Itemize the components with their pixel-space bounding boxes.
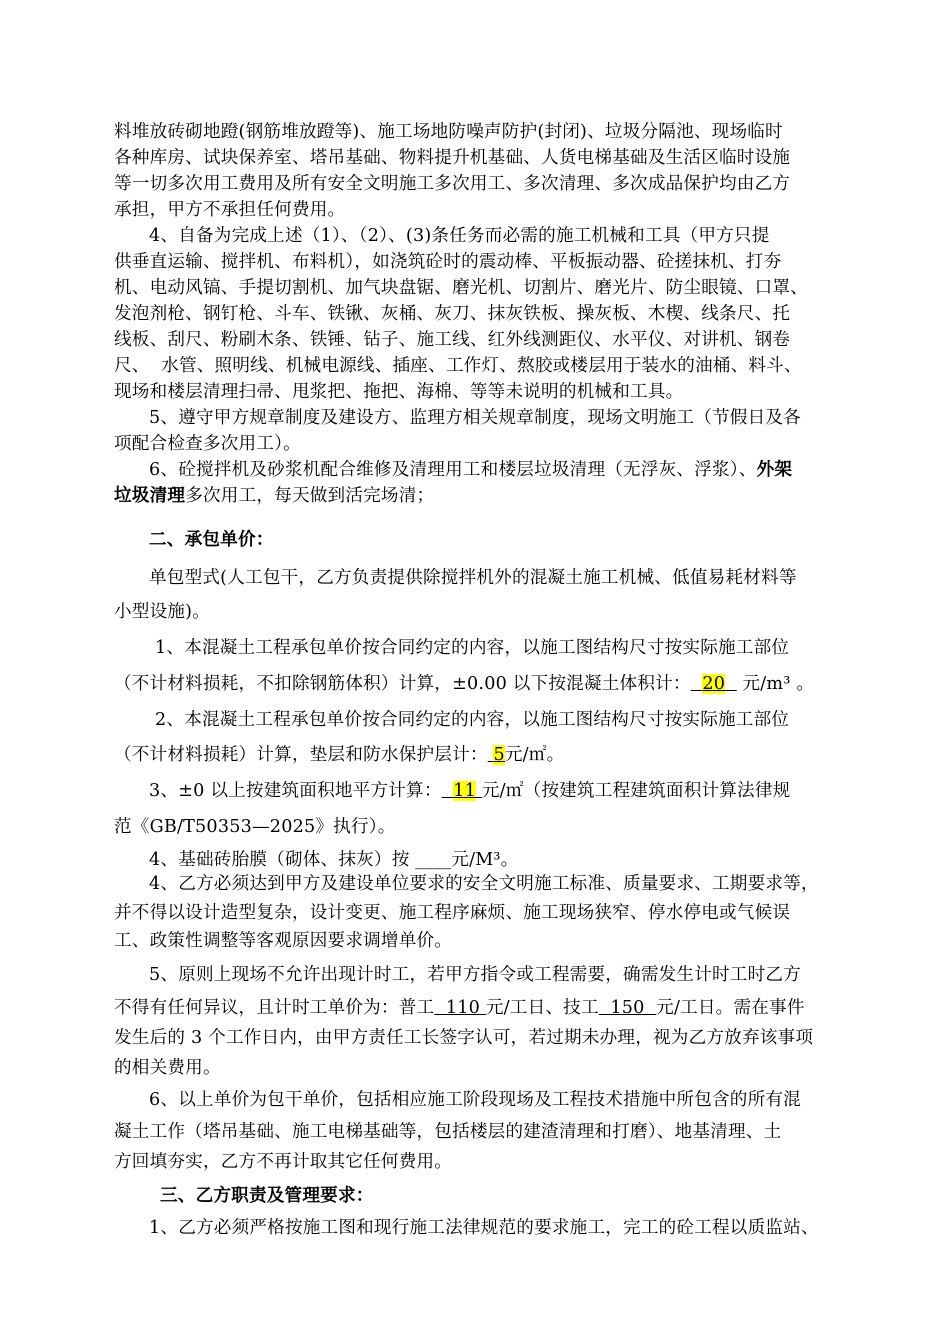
text-line: 6、以上单价为包干单价，包括相应施工阶段现场及工程技术措施中所包含的所有混 xyxy=(149,1090,801,1110)
general-worker-rate xyxy=(434,998,486,1018)
cushion-price xyxy=(488,745,505,765)
general-worker-value: 110 xyxy=(445,998,481,1018)
p1-text: （不计材料损耗，不扣除钢筋体积）计算，±0.00 以下按混凝土体积计： xyxy=(114,674,691,694)
text-line xyxy=(114,743,564,767)
text-line: 单包型式(人工包干，乙方负责提供除搅拌机外的混凝土施工机械、低值易耗材料等 xyxy=(149,568,797,588)
text-line: 供垂直运输、搅拌机、布料机），如浇筑砼时的震动棒、平板振动器、砼搓抹机、打夯 xyxy=(114,252,782,272)
p3-text: 3、±0 以上按建筑面积地平方计算： xyxy=(149,781,442,801)
item6-suffix: 多次用工，每天做到活完场清； xyxy=(185,486,435,506)
text-line: 1、本混凝土工程承包单价按合同约定的内容，以施工图结构尺寸按实际施工部位 xyxy=(155,638,790,658)
text-line: 机、电动风镐、手提切割机、加气块盘锯、磨光机、切割片、磨光片、防尘眼镜、口罩、 xyxy=(114,278,808,298)
p5-post: 元/工日。需在事件 xyxy=(656,998,805,1018)
text-line: 现场和楼层清理扫帚、甩浆把、拖把、海棉、等等未说明的机械和工具。 xyxy=(114,382,684,402)
text-line: 发泡剂枪、钢钉枪、斗车、铁锹、灰桶、灰刀、抹灰铁板、操灰板、木楔、线条尺、托 xyxy=(114,304,791,324)
technician-value: 150 xyxy=(610,998,645,1018)
text-line: 小型设施)。 xyxy=(114,602,211,622)
text-line: 4、自备为完成上述（1）、（2）、(3)条任务而必需的施工机械和工具（甲方只提 xyxy=(149,226,770,246)
p2-text: （不计材料损耗）计算，垫层和防水保护层计： xyxy=(114,745,488,765)
concrete-volume-value: 20 xyxy=(702,674,726,694)
p5-text: 不得有任何异议，且计时工单价为：普工 xyxy=(114,998,435,1018)
text-line: 项配合检查多次用工）。 xyxy=(114,434,301,454)
item6-bold-1: 外架 xyxy=(756,459,793,480)
item6-line xyxy=(149,458,792,482)
text-line: 1、乙方必须严格按施工图和现行施工法律规范的要求施工，完工的砼工程以质监站、 xyxy=(149,1218,819,1238)
text-line: 发生后的 3 个工作日内，由甲方责任工长签字认可，若过期未办理，视为乙方放弃该事项 xyxy=(114,1028,814,1048)
item6-line-2 xyxy=(114,484,434,508)
text-line: 5、遵守甲方规章制度及建设方、监理方相关规章制度，现场文明施工（节假日及各 xyxy=(149,408,801,428)
p5-mid: 元/工日、技工 xyxy=(485,998,599,1018)
text-line: 各种库房、试块保养室、塔吊基础、物料提升机基础、人货电梯基础及生活区临时设施 xyxy=(114,148,791,168)
item6-prefix: 6、砼搅拌机及砂浆机配合维修及清理用工和楼层垃圾清理（无浮灰、浮浆）、 xyxy=(149,460,757,480)
p3-unit: 元/㎡（按建筑工程建筑面积计算法律规 xyxy=(481,781,791,801)
text-line: 凝土工作（塔吊基础、施工电梯基础等，包括楼层的建渣清理和打磨）、地基清理、土 xyxy=(114,1122,782,1142)
text-line: 工、政策性调整等客观原因要求调增单价。 xyxy=(114,931,453,951)
text-line xyxy=(149,779,790,803)
text-line: 2、本混凝土工程承包单价按合同约定的内容，以施工图结构尺寸按实际施工部位 xyxy=(155,710,790,730)
text-line: 承担，甲方不承担任何费用。 xyxy=(114,200,346,220)
text-line: 等一切多次用工费用及所有安全文明施工多次用工、多次清理、多次成品保护均由乙方 xyxy=(114,174,791,194)
concrete-volume-price xyxy=(691,674,737,694)
section3-title: 三、乙方职责及管理要求： xyxy=(160,1185,374,1206)
text-line xyxy=(114,672,814,696)
text-line: 4、乙方必须达到甲方及建设单位要求的安全文明施工标准、质量要求、工期要求等， xyxy=(149,874,819,894)
item6-bold-2: 垃圾清理 xyxy=(114,485,186,506)
text-line: 5、原则上现场不允许出现计时工，若甲方指令或工程需要，确需发生计时工时乙方 xyxy=(149,965,801,985)
p2-unit: 元/㎡。 xyxy=(504,745,565,765)
floor-area-value: 11 xyxy=(453,781,477,801)
text-line: 线板、刮尺、粉刷木条、铁锤、钻子、施工线、红外线测距仪、水平仪、对讲机、钢卷 xyxy=(114,330,791,350)
floor-area-price xyxy=(442,781,482,801)
text-line: 4、基础砖胎膜（砌体、抹灰）按 ____元/M³。 xyxy=(149,850,519,870)
text-line: 并不得以设计造型复杂，设计变更、施工程序麻烦、施工现场狭窄、停水停电或气候误 xyxy=(114,903,791,923)
text-line: 的相关费用。 xyxy=(114,1058,221,1078)
text-line: 范《GB/T50353—2025》执行）。 xyxy=(114,817,396,837)
text-line xyxy=(114,996,805,1020)
p1-unit: 元/m³ 。 xyxy=(736,674,815,694)
text-line: 料堆放砖砌地蹬(钢筋堆放蹬等)、施工场地防噪声防护(封闭)、垃圾分隔池、现场临时 xyxy=(114,122,783,142)
cushion-value: 5 xyxy=(493,745,505,765)
text-line: 尺、 水管、照明线、机械电源线、插座、工作灯、熬胶或楼层用于装水的油桶、料斗、 xyxy=(114,356,802,376)
text-line: 方回填夯实，乙方不再计取其它任何费用。 xyxy=(114,1152,453,1172)
technician-rate xyxy=(599,998,656,1018)
section2-title: 二、承包单价： xyxy=(149,529,274,550)
